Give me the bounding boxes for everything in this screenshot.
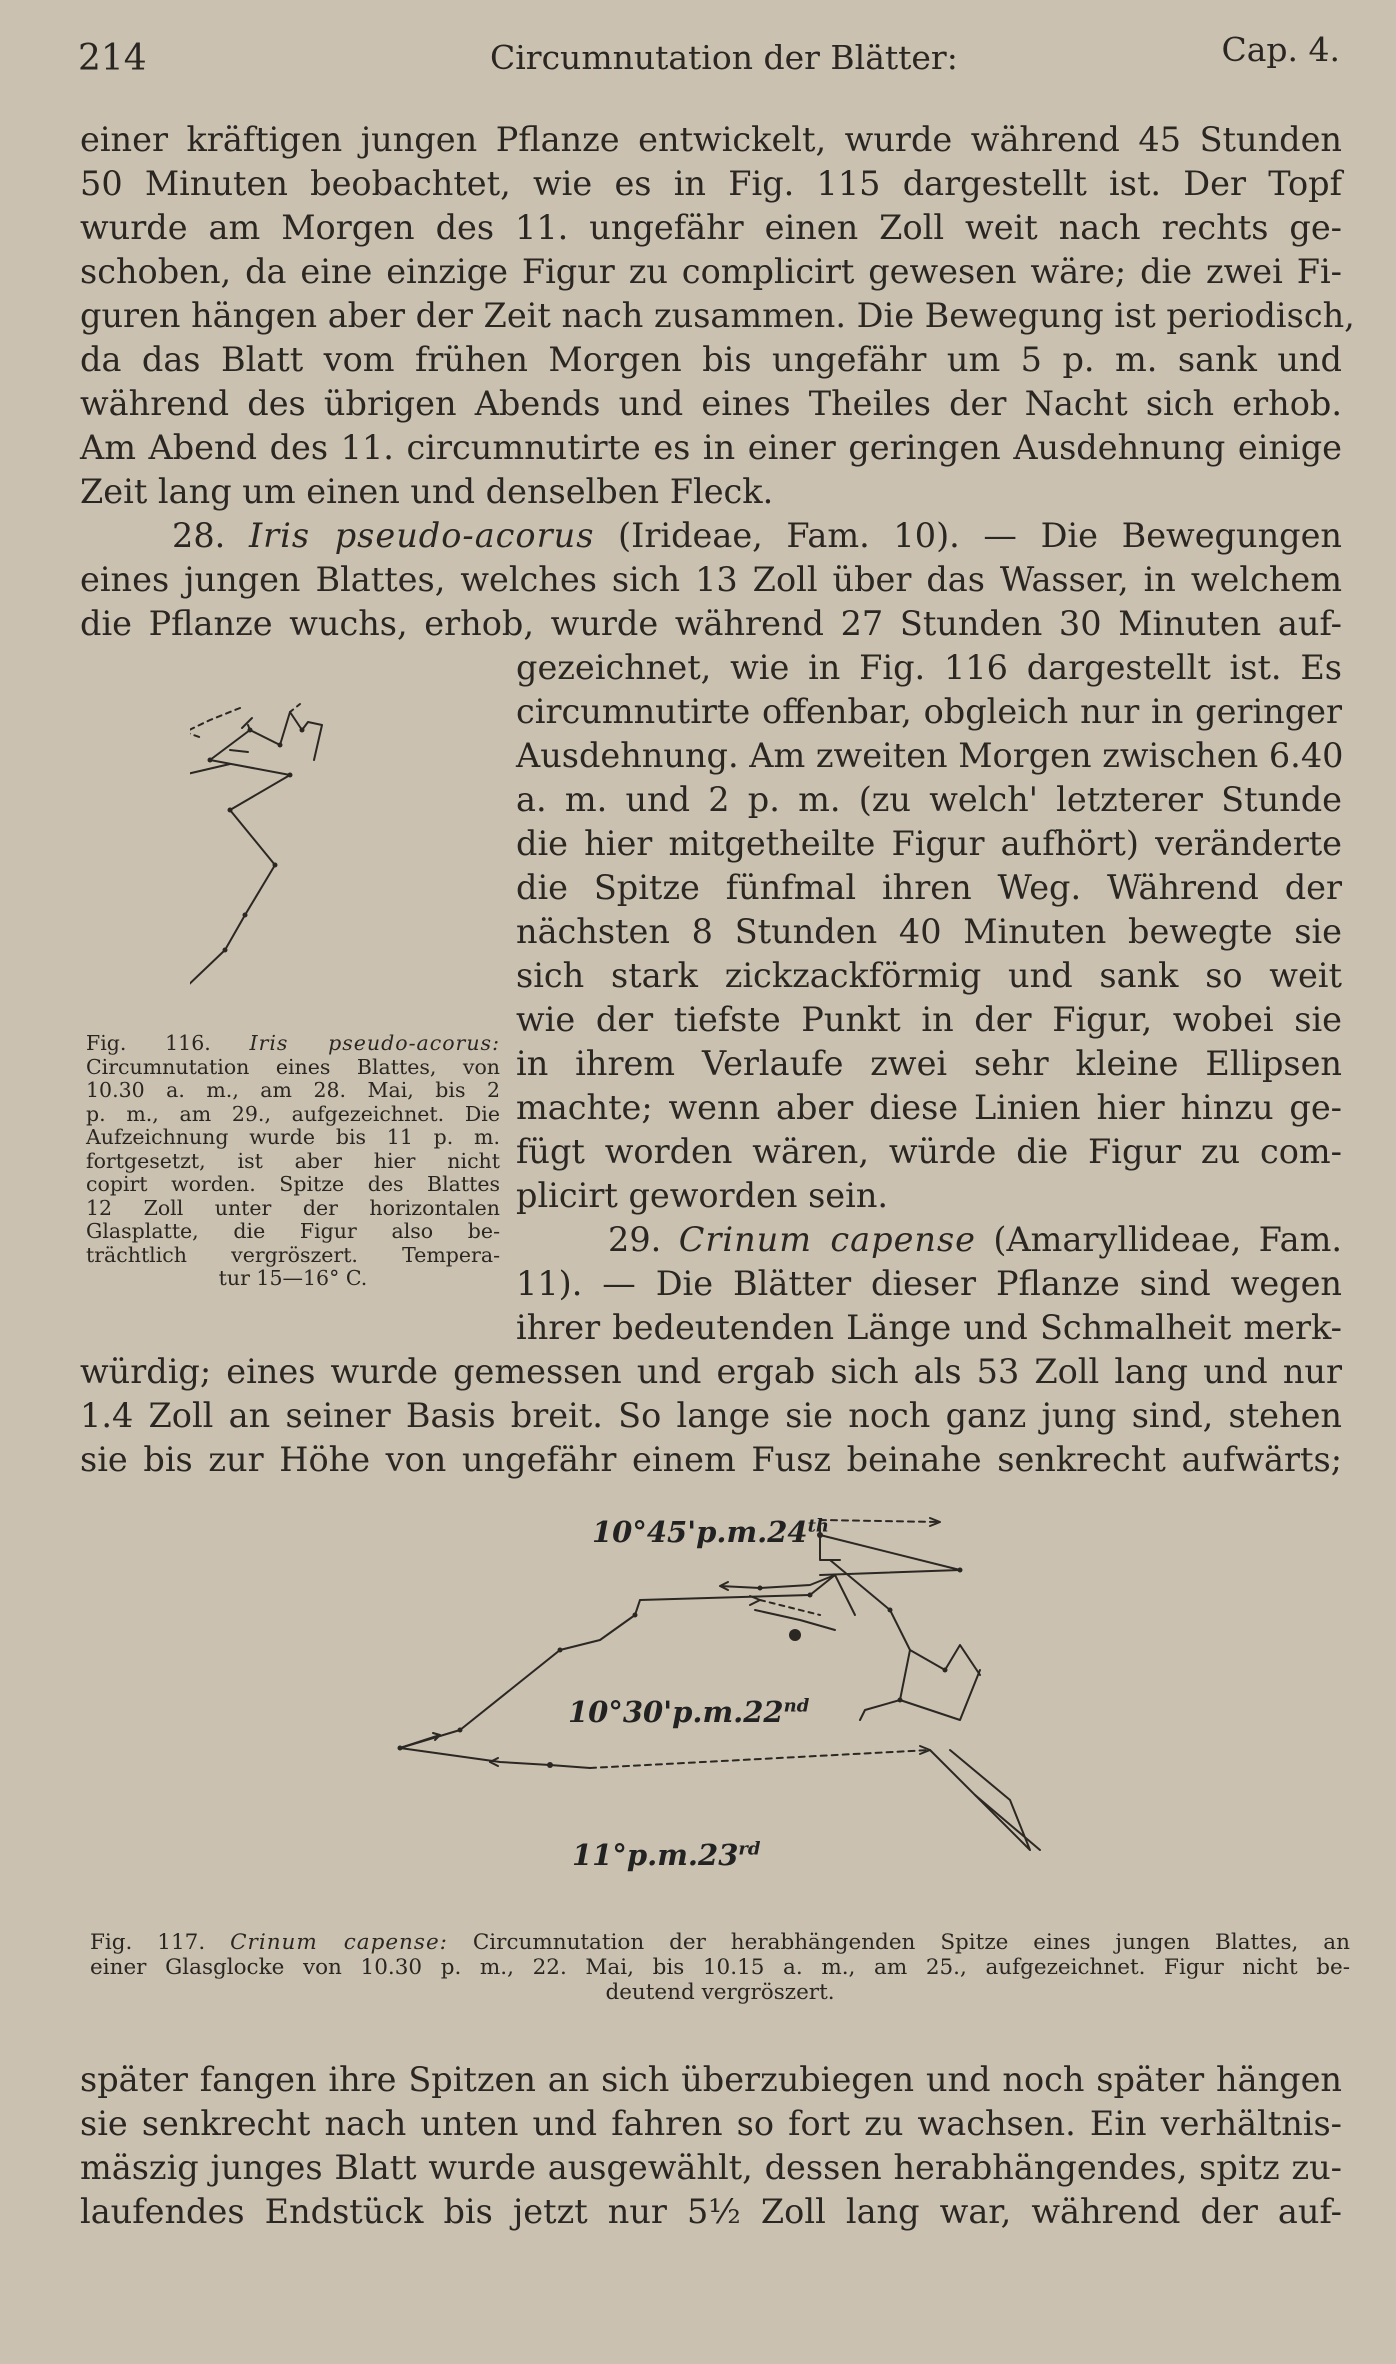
caption-line: copirt worden. Spitze des Blattes bbox=[86, 1172, 500, 1196]
caption-line: p. m., am 29., aufgezeichnet. Die bbox=[86, 1101, 500, 1126]
column-line: ihrer bedeutenden Länge und Schmalheit merk- bbox=[516, 1308, 1342, 1347]
page-header bbox=[78, 30, 1340, 90]
body-line: sie senkrecht nach unten und fahren so fort zu wachsen. Ein verhältnis- bbox=[80, 2104, 1342, 2143]
section-heading-rest: (Irideae, Fam. 10). — Die Bewegungen bbox=[618, 516, 1342, 555]
body-line: laufendes Endstück bis jetzt nur 5½ Zoll lang war, während der auf- bbox=[80, 2192, 1342, 2231]
caption-line: trächtlich vergröszert. Tempera- bbox=[86, 1242, 500, 1267]
body-line: die Pflanze wuchs, erhob, wurde während 27 Stunden 30 Minuten auf- bbox=[80, 604, 1342, 643]
caption-line: fortgesetzt, ist aber hier nicht bbox=[86, 1148, 500, 1173]
caption-line: 10.30 a. m., am 28. Mai, bis 2 bbox=[86, 1078, 500, 1102]
section-29-heading bbox=[516, 1218, 1342, 1262]
caption-line: einer Glasglocke von 10.30 p. m., 22. Mai, bis 10.15 a. m., am 25., aufgezeichnet. Figur nicht be- bbox=[90, 1955, 1350, 1980]
body-line: schoben, da eine einzige Figur zu complicirt gewesen wäre; die zwei Fi- bbox=[80, 252, 1342, 291]
ordinal-suffix: rd bbox=[738, 1838, 761, 1860]
section-number: 28. bbox=[172, 516, 226, 555]
section-number: 29. bbox=[608, 1220, 662, 1259]
body-line: wurde am Morgen des 11. ungefähr einen Zoll weit nach rechts ge- bbox=[80, 208, 1342, 247]
page-number: 214 bbox=[78, 38, 147, 79]
figure-117-label-23rd bbox=[572, 1838, 760, 1872]
column-line: die Spitze fünfmal ihren Weg. Während der bbox=[516, 868, 1342, 907]
column-line: wie der tiefste Punkt in der Figur, wobei sie bbox=[516, 1000, 1342, 1039]
body-line: würdig; eines wurde gemessen und ergab sich als 53 Zoll lang und nur bbox=[80, 1352, 1342, 1391]
ordinal-suffix: th bbox=[807, 1515, 830, 1537]
time-label: 10°45'p.m.24 bbox=[592, 1515, 808, 1549]
column-line: nächsten 8 Stunden 40 Minuten bewegte sie bbox=[516, 912, 1342, 951]
species-name: Iris pseudo-acorus: bbox=[249, 1031, 500, 1055]
figure-116-drawing bbox=[190, 690, 450, 1020]
caption-line: Circumnutation eines Blattes, von bbox=[86, 1054, 500, 1079]
section-28-heading bbox=[80, 514, 1342, 558]
body-line: guren hängen aber der Zeit nach zusammen. Die Bewegung ist periodisch, bbox=[80, 296, 1355, 335]
figure-117-label-22nd bbox=[568, 1695, 809, 1729]
column-line: circumnutirte offenbar, obgleich nur in geringer bbox=[516, 692, 1342, 731]
column-line: gezeichnet, wie in Fig. 116 dargestellt ist. Es bbox=[516, 648, 1342, 687]
column-line: a. m. und 2 p. m. (zu welch' letzterer Stunde bbox=[516, 780, 1342, 819]
body-line: 50 Minuten beobachtet, wie es in Fig. 115 dargestellt ist. Der Topf bbox=[80, 164, 1342, 203]
figure-label: Fig. 116. bbox=[86, 1031, 211, 1055]
caption-line: tur 15—16° C. bbox=[218, 1266, 368, 1290]
caption-line: Aufzeichnung wurde bis 11 p. m. bbox=[86, 1125, 500, 1149]
column-line: die hier mitgetheilte Figur aufhört) veränderte bbox=[516, 824, 1342, 863]
column-line: Ausdehnung. Am zweiten Morgen zwischen 6.40 bbox=[516, 736, 1344, 775]
body-line: später fangen ihre Spitzen an sich überzubiegen und noch später hängen bbox=[80, 2060, 1342, 2099]
caption-line bbox=[86, 1032, 500, 1056]
running-title: Circumnutation der Blätter: bbox=[490, 38, 958, 77]
body-line: Am Abend des 11. circumnutirte es in einer geringen Ausdehnung einige bbox=[80, 428, 1342, 467]
body-line: Zeit lang um einen und denselben Fleck. bbox=[80, 472, 774, 511]
column-line: plicirt geworden sein. bbox=[516, 1176, 889, 1215]
caption-line: deutend vergröszert. bbox=[605, 1980, 835, 2005]
ordinal-suffix: nd bbox=[783, 1695, 810, 1717]
column-line: 11). — Die Blätter dieser Pflanze sind wegen bbox=[516, 1264, 1342, 1303]
caption-line: 12 Zoll unter der horizontalen bbox=[86, 1195, 500, 1220]
column-line: in ihrem Verlaufe zwei sehr kleine Ellipsen bbox=[516, 1044, 1342, 1083]
body-line: eines jungen Blattes, welches sich 13 Zoll über das Wasser, in welchem bbox=[80, 560, 1342, 599]
section-heading-rest: (Amaryllideae, Fam. bbox=[993, 1220, 1342, 1259]
body-line: während des übrigen Abends und eines Theiles der Nacht sich erhob. bbox=[80, 384, 1342, 423]
figure-117-caption bbox=[90, 1930, 1350, 2005]
time-label: 11°p.m.23 bbox=[572, 1838, 739, 1872]
body-line: 1.4 Zoll an seiner Basis breit. So lange sie noch ganz jung sind, stehen bbox=[80, 1396, 1342, 1435]
species-name: Iris pseudo-acorus bbox=[248, 516, 595, 555]
column-line: machte; wenn aber diese Linien hier hinzu ge- bbox=[516, 1088, 1342, 1127]
figure-117-label-24th bbox=[592, 1515, 829, 1549]
column-line: sich stark zickzackförmig und sank so weit bbox=[516, 956, 1342, 995]
body-line: einer kräftigen jungen Pflanze entwickelt, wurde während 45 Stunden bbox=[80, 120, 1342, 159]
caption-line: Glasplatte, die Figur also be- bbox=[86, 1219, 500, 1243]
body-line: mäszig junges Blatt wurde ausgewählt, dessen herabhängendes, spitz zu- bbox=[80, 2148, 1342, 2187]
figure-label: Fig. 117. bbox=[90, 1930, 206, 1955]
chapter-label: Cap. 4. bbox=[1221, 30, 1340, 69]
body-line: da das Blatt vom frühen Morgen bis ungefähr um 5 p. m. sank und bbox=[80, 340, 1342, 379]
caption-text: Circumnutation der herabhängenden Spitze eines jungen Blattes, an bbox=[472, 1930, 1350, 1955]
species-name: Crinum capense bbox=[678, 1220, 976, 1259]
caption-line bbox=[90, 1930, 1350, 1955]
column-line: fügt worden wären, würde die Figur zu com- bbox=[516, 1132, 1342, 1171]
time-label: 10°30'p.m.22 bbox=[568, 1695, 784, 1729]
species-name: Crinum capense: bbox=[230, 1930, 448, 1955]
figure-116-caption bbox=[86, 1032, 500, 1291]
body-line: sie bis zur Höhe von ungefähr einem Fusz beinahe senkrecht aufwärts; bbox=[80, 1440, 1342, 1479]
